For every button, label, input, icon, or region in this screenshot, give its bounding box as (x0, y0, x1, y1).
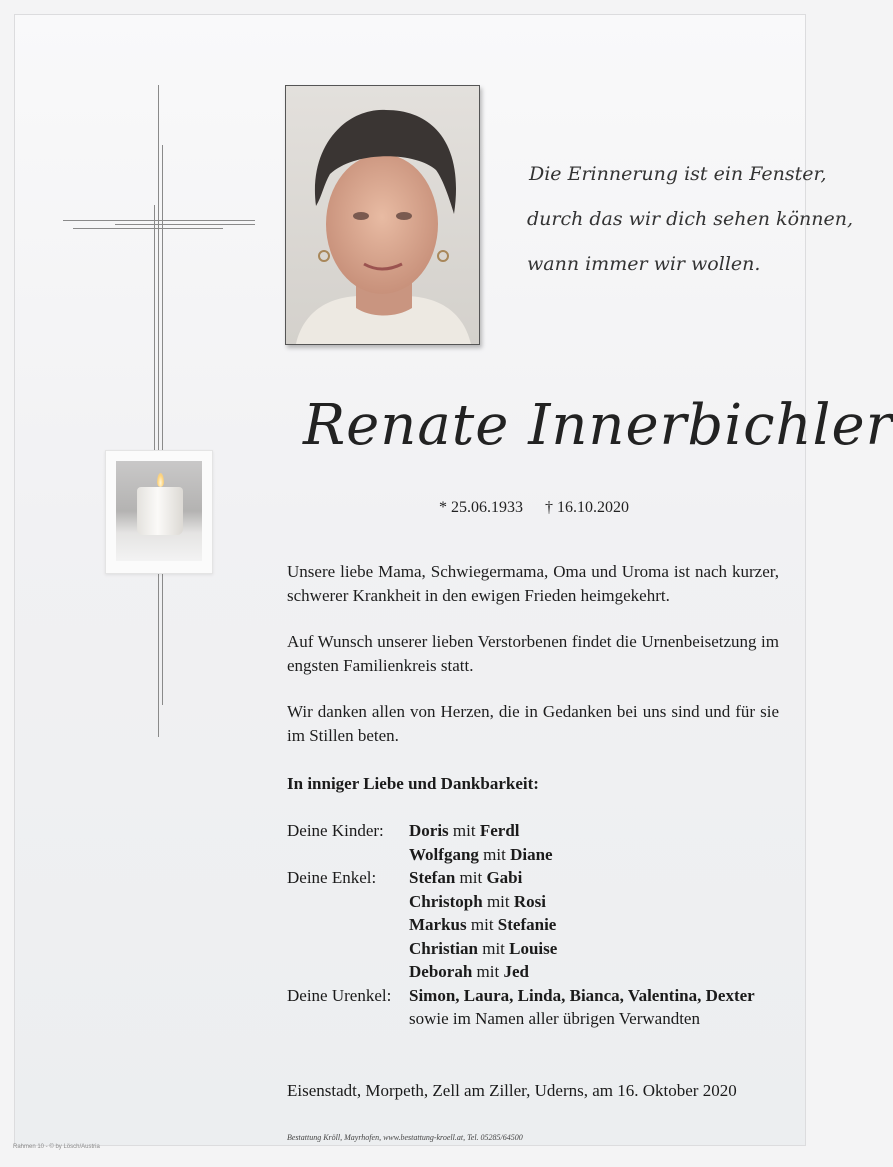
copyright-note: Rahmen 10 - © by Lösch/Austria (13, 1144, 100, 1150)
deceased-name: Renate Innerbichler (303, 393, 893, 458)
cross-bar (63, 220, 255, 232)
obituary-sheet (14, 14, 893, 1146)
obituary-text (287, 560, 779, 770)
place-date: Eisenstadt, Morpeth, Zell am Ziller, Uderns, am 16. Oktober 2020 (287, 1081, 737, 1100)
candle-icon (105, 450, 213, 574)
memorial-quote (515, 152, 853, 287)
family-row: Christoph mit Rosi (409, 891, 546, 911)
family-label: Deine Enkel: (287, 868, 377, 887)
family-row: sowie im Namen aller übrigen Verwandten (409, 1009, 700, 1028)
family-row: Deine Kinder: Doris mit Ferdl (287, 819, 787, 843)
quote-line: Die Erinnerung ist ein Fenster, (529, 163, 827, 185)
family-list (287, 819, 787, 1031)
family-row: Markus mit Stefanie (409, 915, 557, 934)
birth-date: * 25.06.1933 (439, 499, 523, 516)
paragraph: Auf Wunsch unserer lieben Verstorbenen findet die Urnenbeisetzung im engsten Familienkreis statt. (287, 632, 779, 675)
death-date: † 16.10.2020 (545, 499, 629, 516)
family-row: Deborah mit Jed (409, 962, 529, 981)
family-row: Deine Enkel: Stefan mit Gabi (287, 866, 787, 890)
life-dates (439, 499, 629, 517)
family-row: Wolfgang mit Diane (409, 844, 553, 864)
family-label: Deine Urenkel: (287, 985, 392, 1005)
paragraph: Wir danken allen von Herzen, die in Gedanken bei uns sind und für sie im Stillen beten. (287, 702, 779, 745)
family-row: Christian mit Louise (409, 938, 558, 958)
quote-line: wann immer wir wollen. (527, 253, 761, 275)
family-row: Deine Urenkel: Simon, Laura, Linda, Bianca, Valentina, Dexter (287, 984, 787, 1008)
closing-line: In inniger Liebe und Dankbarkeit: (287, 774, 539, 793)
portrait-photo (285, 85, 480, 345)
family-label: Deine Kinder: (287, 821, 384, 840)
paragraph: Unsere liebe Mama, Schwiegermama, Oma und Uroma ist nach kurzer, schwerer Krankheit in den ewigen Frieden heimgekehrt. (287, 562, 779, 605)
funeral-home-footer: Bestattung Kröll, Mayrhofen, www.bestattung-kroell.at, Tel. 05285/64500 (287, 1133, 523, 1142)
quote-line: durch das wir dich sehen können, (527, 208, 853, 230)
